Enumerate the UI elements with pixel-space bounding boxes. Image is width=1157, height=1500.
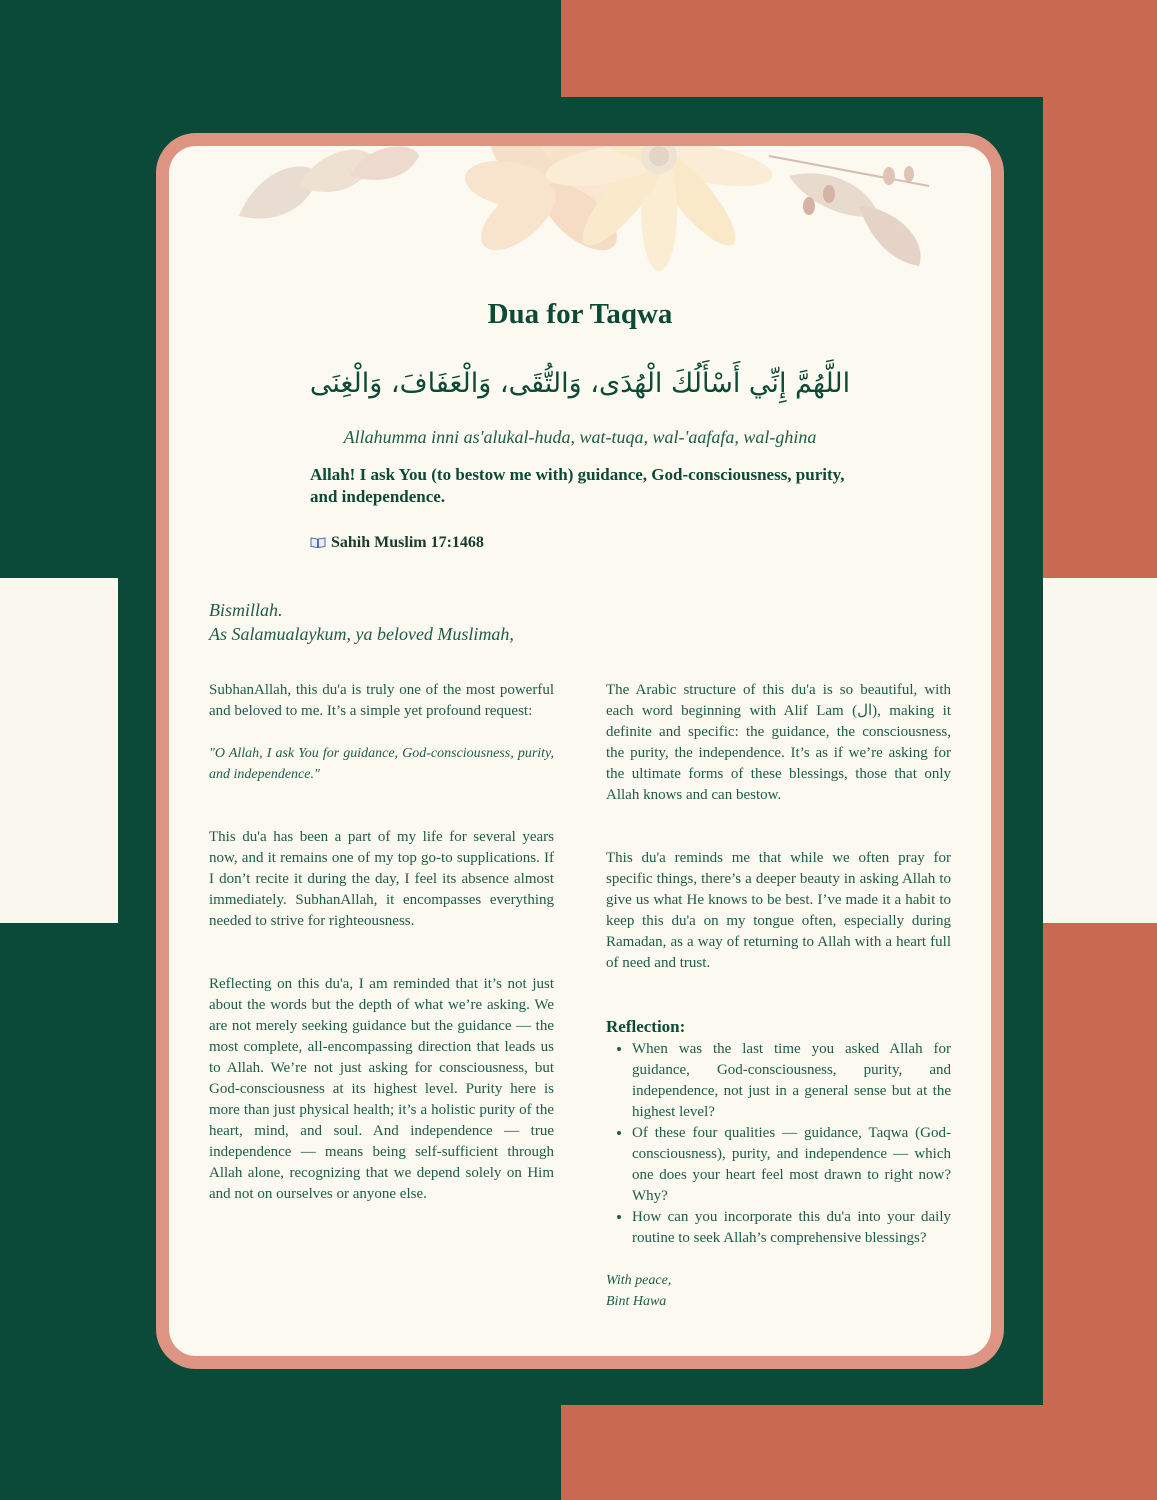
transliteration: Allahumma inni as'alukal-huda, wat-tuqa, wal-'aafafa, wal-ghina xyxy=(343,427,817,447)
greeting-line-1: Bismillah. xyxy=(209,600,283,620)
translation: Allah! I ask You (to bestow me with) guidance, God-consciousness, purity, and independence. xyxy=(310,465,845,506)
paragraph: This du'a reminds me that while we often pray for specific things, there’s a deeper beauty in asking Allah to give us what He knows to be best. I’ve made it a habit to keep this du'a on my tongue often, especially during Ramadan, as a way of returning to Allah with a heart full of need and trust. xyxy=(606,850,951,971)
paragraph: SubhanAllah, this du'a is truly one of the most powerful and beloved to me. It’s a simple yet profound request: xyxy=(209,682,554,719)
right-column xyxy=(606,680,951,1333)
decor-block-cream-left xyxy=(0,578,118,923)
signoff xyxy=(606,1270,951,1312)
paragraph: The Arabic structure of this du'a is so beautiful, with each word beginning with Alif Lam (ال), making it definite and specific: the guidance, the consciousness, the purity, the independence. It’s as if we’re asking for the ultimate forms of these blessings, those that only Allah knows and can bestow. xyxy=(606,682,951,803)
signoff-author: Bint Hawa xyxy=(606,1294,667,1309)
paragraph: This du'a has been a part of my life for several years now, and it remains one of my top go-to supplications. If I don’t recite it during the day, I feel its absence almost immediately. SubhanAllah, it encompasses everything needed to strive for righteousness. xyxy=(209,829,554,929)
list-item: • When was the last time you asked Allah for guidance, God-consciousness, purity, and independence, not just in a general sense but at the highest level? xyxy=(632,1039,951,1123)
open-book-icon xyxy=(310,537,326,548)
greeting-line-2: As Salamualaykum, ya beloved Muslimah, xyxy=(209,624,514,644)
page-title: Dua for Taqwa xyxy=(487,298,673,330)
reflection-list xyxy=(606,1039,951,1249)
source-text: Sahih Muslim 17:1468 xyxy=(331,534,484,551)
arabic-dua: اللَّهُمَّ إِنِّي أَسْأَلُكَ الْهُدَى، وَالتُّقَى، وَالْعَفَافَ، وَالْغِنَى xyxy=(309,368,851,399)
decor-block-terracotta-bottom xyxy=(561,1405,1157,1500)
signoff-line-1: With peace, xyxy=(606,1273,672,1288)
list-item: • How can you incorporate this du'a into your daily routine to seek Allah’s comprehensive blessings? xyxy=(632,1207,951,1249)
list-item: • Of these four qualities — guidance, Taqwa (God-consciousness), purity, and independence — which one does your heart feel most drawn to right now? Why? xyxy=(632,1123,951,1207)
hadith-source xyxy=(310,534,484,552)
decor-block-terracotta-right-upper xyxy=(1043,0,1157,578)
dua-card xyxy=(156,133,1004,1369)
floral-illustration xyxy=(169,146,991,286)
reflection-heading: Reflection: xyxy=(606,1017,686,1036)
left-column xyxy=(209,680,554,1226)
decor-block-cream-right xyxy=(1043,578,1157,923)
paragraph: Reflecting on this du'a, I am reminded that it’s not just about the words but the depth of what we’re asking. We are not merely seeking guidance but the guidance — the most complete, all-encompassing direction that leads us to Allah. We’re not just asking for consciousness, but God-consciousness at its highest level. Purity here is more than just physical health; it’s a holistic purity of the heart, mind, and soul. And independence — true independence — means being self-sufficient through Allah alone, recognizing that we depend solely on Him and not on ourselves or anyone else. xyxy=(209,976,554,1202)
dua-quote: "O Allah, I ask You for guidance, God-consciousness, purity, and independence." xyxy=(209,746,554,782)
greeting xyxy=(209,598,514,646)
